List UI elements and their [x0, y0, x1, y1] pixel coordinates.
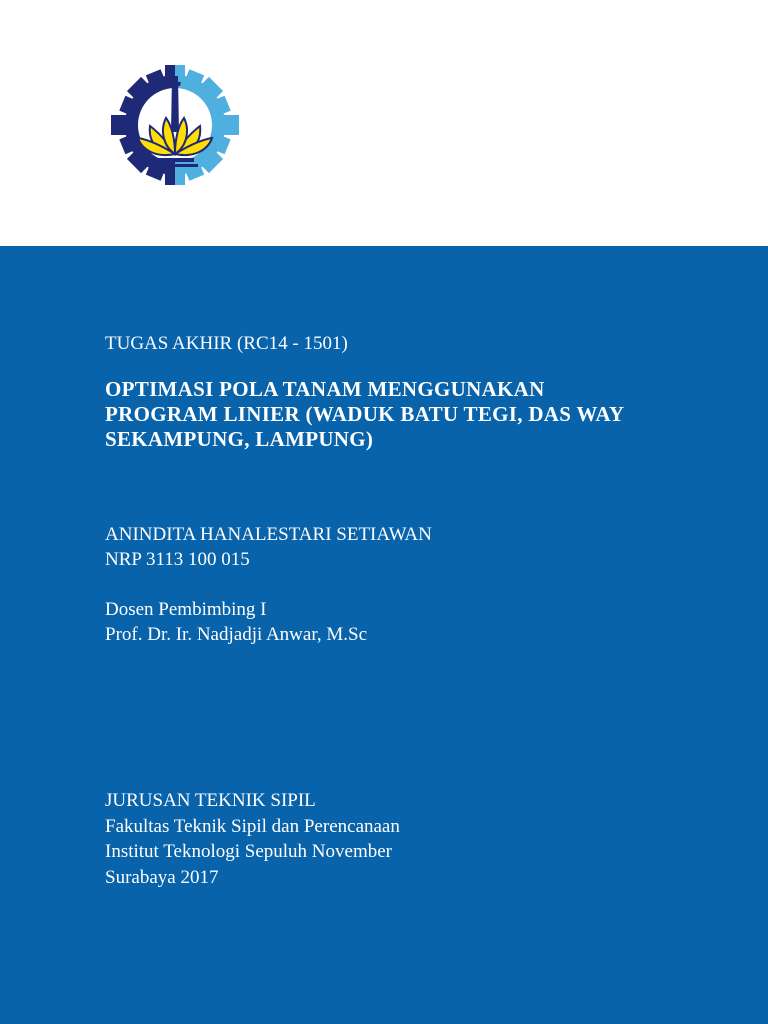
faculty-name: Fakultas Teknik Sipil dan Perencanaan [105, 815, 400, 837]
institution-block [105, 788, 400, 890]
department-name: JURUSAN TEKNIK SIPIL [105, 790, 316, 811]
document-title [105, 377, 624, 452]
document-type: TUGAS AKHIR (RC14 - 1501) [105, 333, 348, 354]
title-line-3: SEKAMPUNG, LAMPUNG) [105, 427, 374, 451]
cover-header [0, 0, 768, 246]
city-year: Surabaya 2017 [105, 866, 219, 888]
supervisor-name: Prof. Dr. Ir. Nadjadji Anwar, M.Sc [105, 624, 368, 645]
author-block [105, 522, 432, 572]
cover-body [0, 246, 768, 1024]
supervisor-label: Dosen Pembimbing I [105, 599, 267, 620]
institute-name: Institut Teknologi Sepuluh November [105, 841, 392, 862]
supervisor-block [105, 597, 367, 647]
institution-logo-icon [108, 62, 242, 188]
title-line-2: PROGRAM LINIER (WADUK BATU TEGI, DAS WAY [105, 402, 625, 426]
author-name: ANINDITA HANALESTARI SETIAWAN [105, 524, 432, 545]
title-line-1: OPTIMASI POLA TANAM MENGGUNAKAN [105, 377, 545, 401]
author-nrp: NRP 3113 100 015 [105, 549, 250, 570]
